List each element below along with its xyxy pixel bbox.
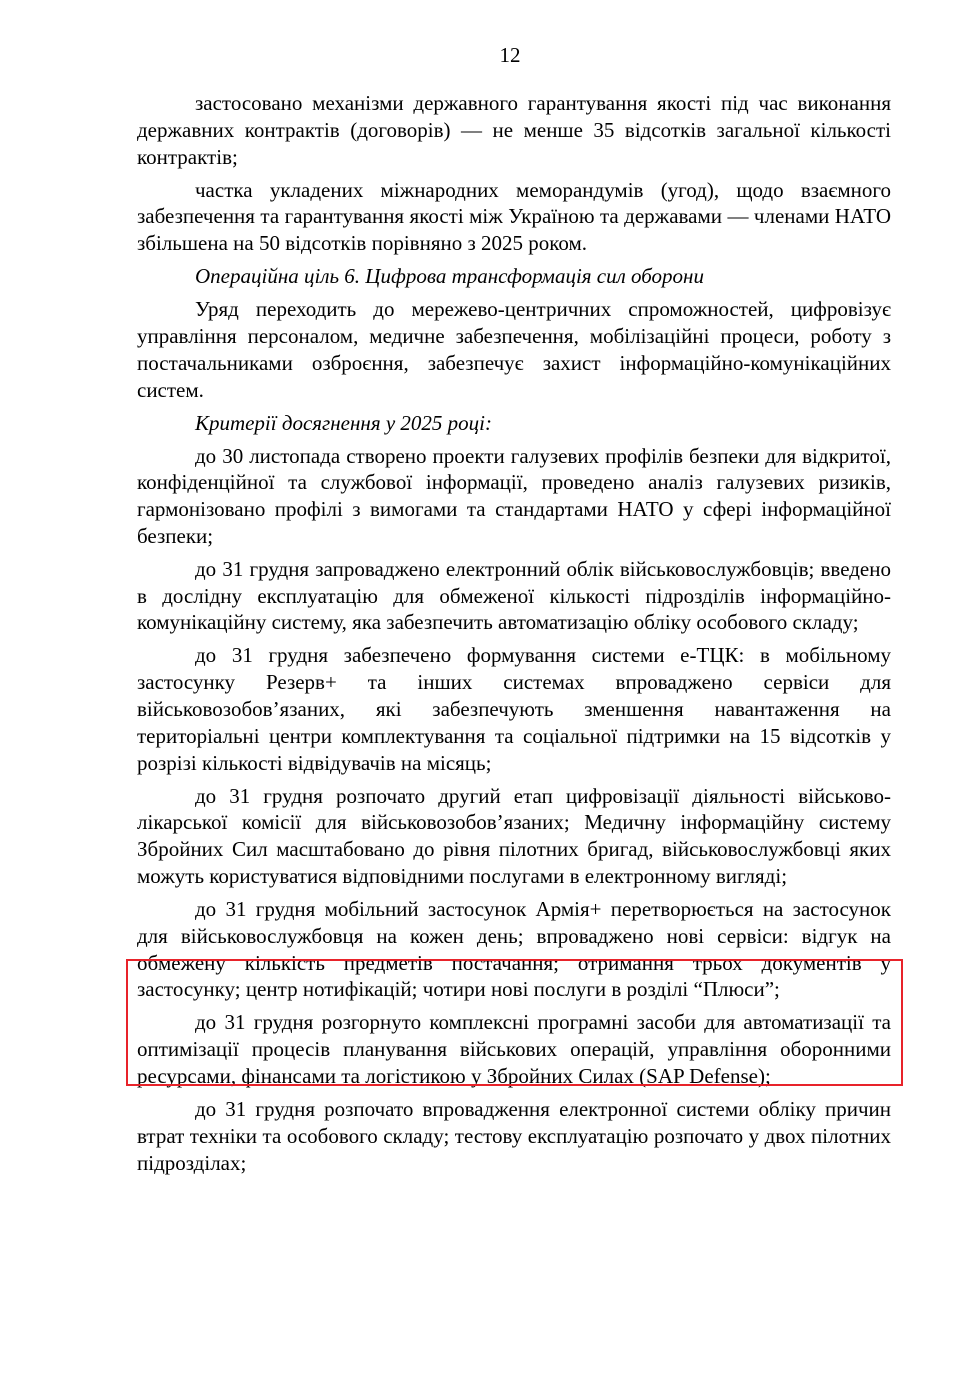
operational-goal-heading: Операційна ціль 6. Цифрова трансформація сил оборони [195, 264, 704, 289]
paragraph-sap-defense: до 31 грудня розгорнуто комплексні програмні засоби для автоматизації та оптимізації процесів планування військових операцій, управління оборонними ресурсами, фінансами та логістикою у Збройних Силах (SAP Defense); [137, 1010, 891, 1088]
paragraph-army-plus-app: до 31 грудня мобільний застосунок Армія+ перетворюється на застосунок для військовослужбовця на кожен день; впроваджено нові сервіси: відгук на обмежену кількість предметів постачання; отримання трьох документів у застосунку; центр нотифікацій; чотири нові послуги в розділі “Плюси”; [137, 897, 891, 1002]
paragraph-medical-commission: до 31 грудня розпочато другий етап цифровізації діяльності військово-лікарської комісії для військовозобов’язаних; Медичну інформаційну систему Збройних Сил масштабовано до рівня пілотних бригад, військовослужбовці яких можуть користуватися відповідними послугами в електронному вигляді; [137, 783, 891, 889]
paragraph-electronic-registry: до 31 грудня запроваджено електронний облік військовослужбовців; введено в дослідну експлуатацію для обмеженої кількості підрозділів інформаційно-комунікаційну систему, яка забезпечить автоматизацію обліку особового складу; [137, 556, 891, 635]
paragraph-quality-guarantee: застосовано механізми державного гарантування якості під час виконання державних контрактів (договорів) — не менше 35 відсотків загальної кількості контрактів; [137, 91, 891, 169]
paragraph-nato-memorandums: частка укладених міжнародних меморандумів (угод), щодо взаємного забезпечення та гарантування якості між Україною та державами — членами НАТО збільшена на 50 відсотків порівняно з 2025 роком. [137, 177, 891, 256]
document-body [137, 90, 891, 1183]
paragraph-security-profiles: до 30 листопада створено проекти галузевих профілів безпеки для відкритої, конфіденційної та службової інформації, проведено аналіз галузевих ризиків, гармонізовано профілі з вимогами та стандартами НАТО у сфері інформаційної безпеки; [137, 443, 891, 548]
criteria-heading: Критерії досягнення у 2025 році: [195, 410, 492, 435]
page-number: 12 [499, 43, 521, 67]
paragraph-loss-accounting: до 31 грудня розпочато впровадження електронної системи обліку причин втрат техніки та особового складу; тестову експлуатацію розпочато у двох пілотних підрозділах; [137, 1096, 891, 1175]
paragraph-e-tck-system: до 31 грудня забезпечено формування системи е-ТЦК: в мобільному застосунку Резерв+ та інших системах впроваджено сервіси для військовозобов’язаних, які забезпечують зменшення навантаження на територіальні центри комплектування та соціальної підтримки на 15 відсотків у розрізі кількості відвідувачів на місяць; [137, 643, 891, 775]
paragraph-government-network-centric: Уряд переходить до мережево-центричних спроможностей, цифровізує управління персоналом, медичне забезпечення, мобілізаційні процеси, роботу з постачальниками озброєння, забезпечує захист інформаційно-комунікаційних систем. [137, 297, 891, 402]
